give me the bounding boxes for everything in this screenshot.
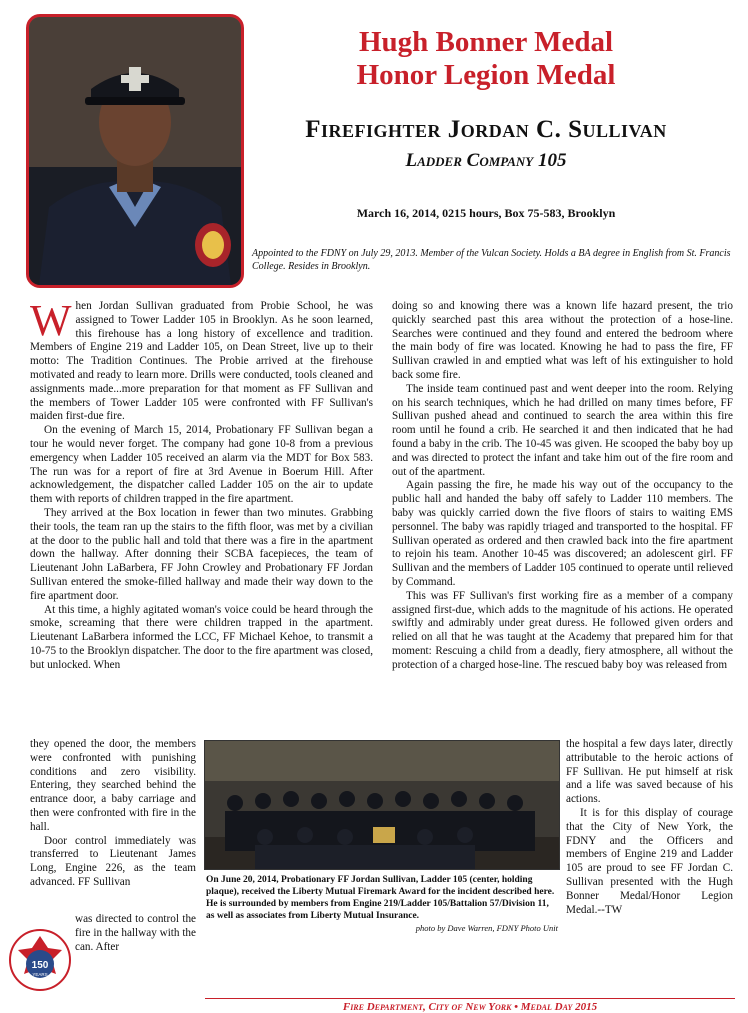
- paragraph: Door control immediately was transferred to Lieutenant James Long, Engine 226, as the team advanced. FF Sullivan: [30, 834, 196, 888]
- seal-text: 150: [31, 960, 49, 971]
- svg-text:YEARS: YEARS: [32, 972, 48, 977]
- article-column-right: [392, 300, 733, 673]
- paragraph: the hospital a few days later, directly attributable to the heroic actions of FF Sullivan. He put himself at risk and a life was saved because of his actions.: [566, 738, 733, 806]
- paragraph: Again passing the fire, he made his way out of the occupancy to the public hall and handed the baby off safely to Ladder 110 members. The baby was quickly carried down the five floors of stairs to waiting EMS personnel. The baby was rapidly triaged and transported to the hospital. FF Sullivan operated as ordered and then crawled back into the fire apartment to rejoin his team. Another 10-45 was discovered; an adolescent girl. FF Sullivan and the members of Ladder 105 continued to operate until relieved by Command.: [392, 479, 733, 588]
- footer-text: Fire Department, City of New York • Medal Day 2015: [342, 1001, 598, 1013]
- paragraph: On the evening of March 15, 2014, Probationary FF Sullivan began a tour he would never forget. The company had gone 10-8 from a previous emergency when Ladder 105 received an alarm via the MDT for Box 583. The run was for a report of fire at 3rd Avenue in Boerum Hill. After acknowledgement, the dispatcher called Ladder 105 on the air to update them with reports of children trapped in the fire apartment.: [30, 424, 373, 506]
- paragraph: At this time, a highly agitated woman's voice could be heard through the smoke, screaming that there were children trapped in the apartment. Lieutenant LaBarbera informed the LCC, FF Michael Kehoe, to transmit a 10-75 to the Brooklyn dispatcher. The door to the fire apartment was closed, but unlocked. When: [30, 603, 373, 671]
- drop-cap: W: [30, 296, 72, 345]
- fdny-150-years-seal: [8, 928, 72, 992]
- recipient-name: Firefighter Jordan C. Sullivan: [305, 116, 667, 143]
- article-column-left: [30, 296, 373, 673]
- paragraph: It is for this display of courage that the City of New York, the FDNY and the Officers and members of Engine 219 and Ladder 105 are proud to see FF Jordan C. Sullivan presented with the Hugh Bonner Medal/Honor Legion Medal.--TW: [566, 806, 733, 916]
- paragraph: This was FF Sullivan's first working fire as a member of a company assigned first-due, which adds to the magnitude of his actions. He operated swiftly and admirably under great duress. He followed given orders and relied on all that he was taught at the Academy that prepared him for that moment: Rescuing a child from a deadly, fiery atmosphere, all without the protection of a charged hose-line. The rescued baby boy was released from: [392, 589, 733, 671]
- group-photo: [204, 740, 560, 870]
- paragraph: The inside team continued past and went deeper into the room. Relying on his search techniques, which he had drilled on many times before, FF Sullivan pushed ahead and continued to search the area within this fire room until he found a crib. He searched it and then indicated that he had found a baby in the crib. The 10-45 was given. He scooped the baby boy up and was directed to protect the infant and take him out of the fire room and out of the apartment.: [392, 382, 733, 478]
- photo-credit: photo by Dave Warren, FDNY Photo Unit: [415, 923, 558, 933]
- paragraph: They arrived at the Box location in fewer than two minutes. Grabbing their tools, the team ran up the stairs to the fifth floor, was met by a civilian at the door to the public hall and told that there was a fire in the apartment down the hallway. After donning their SCBA facepieces, the team of Lieutenant John LaBarbera, FF John Crowley and Probationary FF Jordan Sullivan entered the smoke-filled hallway and made their way down to the fire apartment door.: [30, 506, 373, 602]
- firefighter-portrait: [26, 14, 244, 288]
- article-column-left-bottom: [75, 913, 196, 954]
- paragraph: they opened the door, the members were confronted with punishing conditions and zero visibility. Entering, they searched behind the entrance door, a baby carriage and then were confronted with fire in the hall.: [30, 738, 196, 833]
- incident-line: March 16, 2014, 0215 hours, Box 75-583, Brooklyn: [356, 206, 616, 220]
- paragraph: doing so and knowing there was a known life hazard present, the trio quickly searched past this area without the protection of a hose-line. Searches were continued and they found and entered the bedroom where the main body of fire was located. Knowing he had to pass the fire, FF Sullivan crawled in and emptied what was left of his extinguisher to hold back some fire.: [392, 300, 733, 381]
- medal-title-2: Honor Legion Medal: [356, 59, 616, 91]
- footer-rule: [205, 998, 735, 999]
- paragraph: When Jordan Sullivan graduated from Probie School, he was assigned to Tower Ladder 105 in Brooklyn. As he soon learned, this firehouse has a long history of excellence and tradition. Members of Engine 219 and Ladder 105, on Dean Street, live up to their motto: The Tradition Continues. The Probie arrived at the firehouse motivated and ready to learn more. Drills were conducted, tools cleaned and assignments made...more preparation for that moment as FF Sullivan and the members of Tower Ladder 105 were confronted with FF Sullivan's maiden first-due fire.: [30, 296, 373, 423]
- article-column-right-narrow: [566, 738, 733, 917]
- paragraph: was directed to control the fire in the hallway with the can. After: [75, 913, 196, 953]
- photo-caption: On June 20, 2014, Probationary FF Jordan Sullivan, Ladder 105 (center, holding plaque), received the Liberty Mutual Firemark Award for the incident described here. He is surrounded by members from Engine 219/Ladder 105/Battalion 57/Division 11, as well as associates from Liberty Mutual Insurance. photo by Dave Warren, FDNY Photo Unit: [206, 875, 558, 933]
- bio-text: Appointed to the FDNY on July 29, 2013. Member of the Vulcan Society. Holds a BA degree in English from St. Francis College. Resides in Brooklyn.: [252, 248, 731, 272]
- article-column-left-narrow: [30, 738, 196, 890]
- medal-title-1: Hugh Bonner Medal: [358, 26, 614, 58]
- company-name: Ladder Company 105: [405, 150, 567, 171]
